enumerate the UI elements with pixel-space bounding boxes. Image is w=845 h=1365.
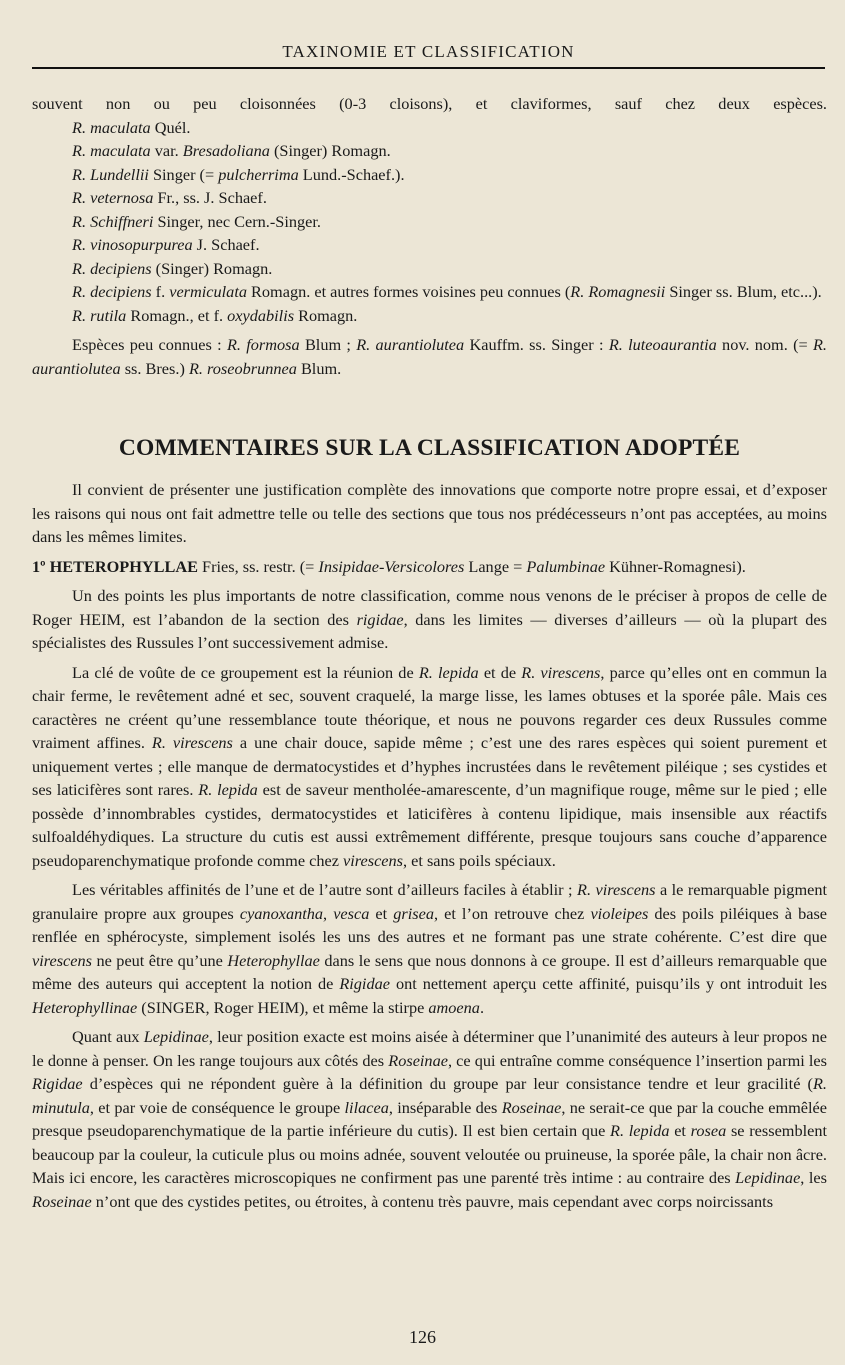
species-item: R. maculata var. Bresadoliana (Singer) Romagn. <box>72 141 391 160</box>
species-item: R. vinosopurpurea J. Schaef. <box>72 235 260 254</box>
paragraph: Un des points les plus importants de notre classification, comme nous venons de le préciser à propos de celle de Roger HEIM, est l’abandon de la section des rigidae, dans les limites — diverses d’ailleurs — où la plupart des spécialistes des Russules l’ont successivement admise. <box>32 586 827 652</box>
species-item: R. maculata Quél. <box>72 117 191 137</box>
paragraph: Les véritables affinités de l’une et de l’autre sont d’ailleurs faciles à établir ; R. virescens a le remarquable pigment granulaire propre aux groupes cyanoxantha, vesca et grisea, et l’on retrouve chez violeipes des poils piléiques à base renflée en sphérocyste, simplement isolés les uns des autres et ne formant pas une strate cohérente. C’est dire que virescens ne peut être qu’une Heterophyllae dans le sens que nous donnons à ce groupe. Il est d’ailleurs remarquable que même des auteurs qui acceptent la notion de Rigidae ont nettement aperçu cette affinité, puisqu’ils y ont introduit les Heterophyllinae (SINGER, Roger HEIM), et même la stirpe amoena. <box>32 880 828 1017</box>
running-head: TAXINOMIE ET CLASSIFICATION <box>282 42 575 61</box>
species-item: R. decipiens (Singer) Romagn. <box>72 258 273 278</box>
paragraph: La clé de voûte de ce groupement est la réunion de R. lepida et de R. virescens, parce qu’elles ont en commun la chair ferme, le revêtement adné et sec, souvent craquelé, la marge lisse, les lames obtuses et la sporée pâle. Mais ces caractères ne créent qu’une ressemblance toute théorique, et nous ne pouvons regarder ces deux Russules comme vraiment affines. R. virescens a une chair douce, sapide même ; c’est une des rares espèces qui soient purement et uniquement vertes ; elle manque de dermatocystides et d’hyphes incrustées dans le revêtement piléique ; ses cystides et ses laticifères sont rares. R. lepida est de saveur mentholée-amarescente, d’un magnifique rouge, même sur le pied ; elle possède d’innombrables cystides, dermatocystides et laticifères à contenu lipidique, mais insensible aux réactifs sulfoaldéhydiques. La structure du cutis est aussi extrêmement différente, presque toujours sans couche d’apparence pseudoparenchymatique profonde comme chez virescens, et sans poils spéciaux. <box>32 662 828 870</box>
intro-line: souvent non ou peu cloisonnées (0-3 cloisons), et claviformes, sauf chez deux espèces. <box>32 94 827 113</box>
species-item: R. Lundellii Singer (= pulcherrima Lund.-Schaef.). <box>72 164 405 184</box>
species-block <box>32 92 827 380</box>
species-item: R. veternosa Fr., ss. J. Schaef. <box>72 188 267 207</box>
species-list <box>32 116 827 328</box>
section-title: COMMENTAIRES SUR LA CLASSIFICATION ADOPTÉE <box>118 435 741 461</box>
header-rule <box>32 67 825 69</box>
commentary-block <box>32 478 827 1213</box>
species-item: R. Schiffneri Singer, nec Cern.-Singer. <box>72 211 321 231</box>
subsection-heading: 1º HETEROPHYLLAE Fries, ss. restr. (= Insipidae-Versicolores Lange = Palumbinae Kühner-Romagnesi). <box>32 556 746 576</box>
paragraph-intro: Il convient de présenter une justification complète des innovations que comporte notre propre essai, et d’exposer les raisons qui nous ont fait admettre telle ou telle des sections que tous nos prédécesseurs n’ont pas acceptées, au moins dans les mêmes limites. <box>32 480 827 546</box>
lesser-known-species: Espèces peu connues : R. formosa Blum ; R. aurantiolutea Kauffm. ss. Singer : R. luteoaurantia nov. nom. (= R. aurantiolutea ss. Bres.) R. roseobrunnea Blum. <box>32 335 827 378</box>
species-item: R. rutila Romagn., et f. oxydabilis Romagn. <box>72 305 358 325</box>
paragraph: Quant aux Lepidinae, leur position exacte est moins aisée à déterminer que l’unanimité des auteurs à leur propos ne le donne à penser. On les range toujours aux côtés des Roseinae, ce qui entraîne comme conséquence l’insertion parmi les Rigidae d’espèces qui ne répondent guère à la définition du groupe par leur consistance tendre et leur gracilité (R. minutula, et par voie de conséquence le groupe lilacea, inséparable des Roseinae, ne serait-ce que par la couche emmêlée presque pseudoparenchymatique de la partie inférieure du cutis). Il est bien certain que R. lepida et rosea se ressemblent beaucoup par la couleur, la cuticule plus ou moins adnée, souvent veloutée ou pruineuse, la sporée pâle, la chair non âcre. Mais ici encore, les caractères microscopiques ne confirment pas une parenté très intime : au contraire des Lepidinae, les Roseinae n’ont que des cystides petites, ou étroites, à contenu très pauvre, mais cependant avec corps noircissants <box>32 1027 828 1211</box>
page-number: 126 <box>409 1327 436 1347</box>
species-item: R. decipiens f. vermiculata Romagn. et autres formes voisines peu connues (R. Romagnesii Singer ss. Blum, etc...). <box>72 282 822 301</box>
